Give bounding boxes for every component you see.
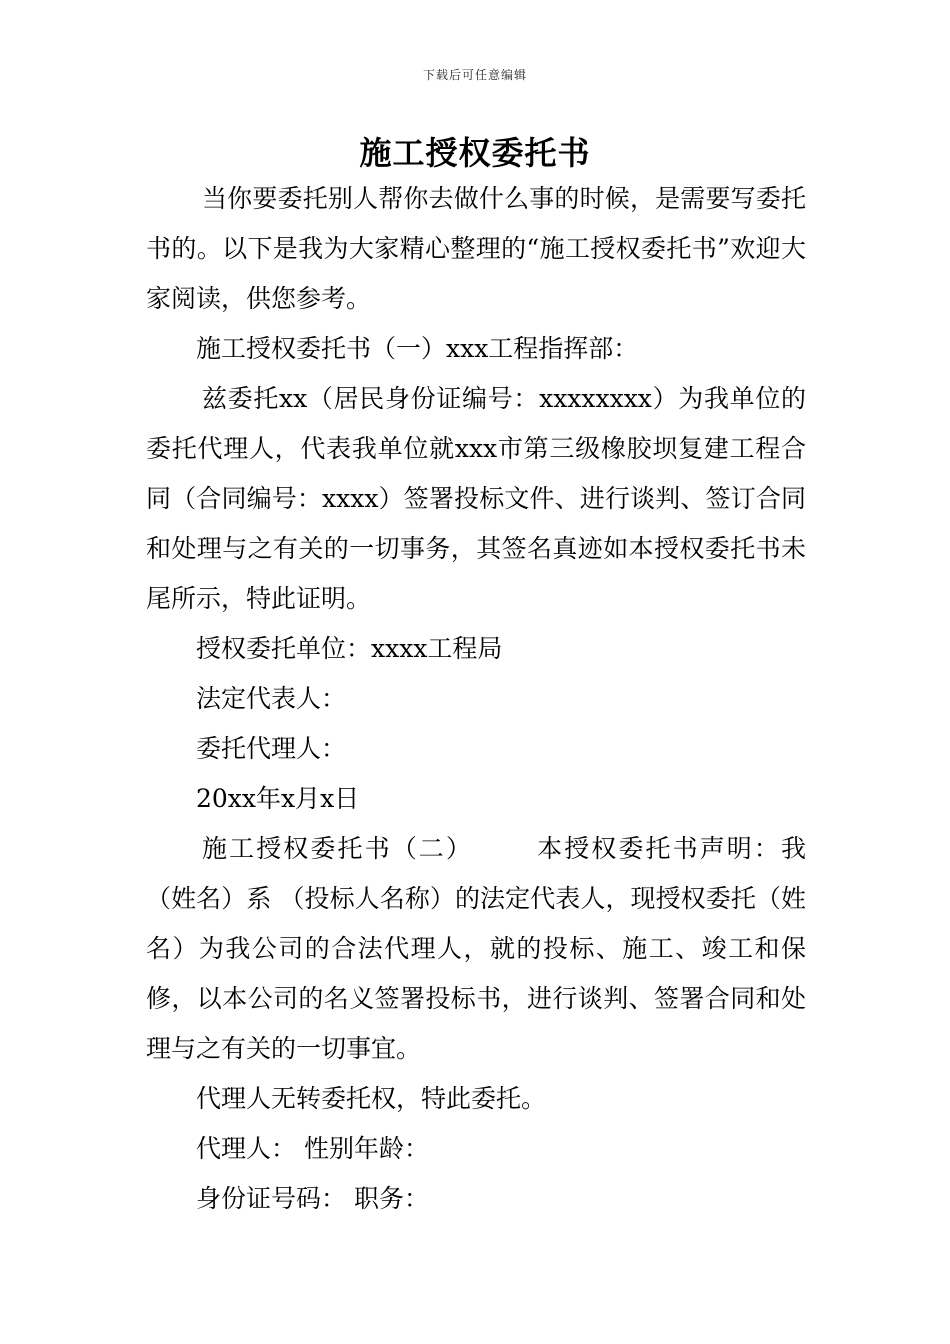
section2-body: 本授权委托书声明：我（姓名）系 （投标人名称）的法定代表人，现授权委托（姓名）为我公司的合法代理人，就的投标、施工、竣工和保修，以本公司的名义签署投标书，进行谈判、签署合同和处理与之有关的一切事宜。 <box>146 834 806 1063</box>
document-body <box>146 174 806 1224</box>
header-note: 下载后可任意编辑 <box>422 68 527 82</box>
authorizing-unit: 授权委托单位：xxxx工程局 <box>196 634 503 663</box>
entrusted-agent: 委托代理人： <box>196 734 347 763</box>
document-title: 施工授权委托书 <box>359 134 591 172</box>
legal-representative: 法定代表人： <box>196 684 347 713</box>
agent-gender-age: 代理人： 性别年龄： <box>196 1134 429 1163</box>
id-number-position: 身份证号码： 职务： <box>196 1184 429 1213</box>
section2-heading: 施工授权委托书（二） <box>202 834 473 863</box>
section2-paragraph <box>146 824 806 1074</box>
intro-paragraph: 当你要委托别人帮你去做什么事的时候，是需要写委托书的。以下是我为大家精心整理的“施工授权委托书”欢迎大家阅读，供您参考。 <box>146 184 806 313</box>
section1-heading: 施工授权委托书（一）xxx工程指挥部： <box>196 334 639 363</box>
section1-body: 兹委托xx（居民身份证编号：xxxxxxxx）为我单位的委托代理人，代表我单位就xxx市第三级橡胶坝复建工程合同（合同编号：xxxx）签署投标文件、进行谈判、签订合同和处理与之有关的一切事务，其签名真迹如本授权委托书未尾所示，特此证明。 <box>146 384 806 613</box>
date-line: 20xx年x月x日 <box>196 784 360 813</box>
no-subdelegation: 代理人无转委托权，特此委托。 <box>196 1084 547 1113</box>
